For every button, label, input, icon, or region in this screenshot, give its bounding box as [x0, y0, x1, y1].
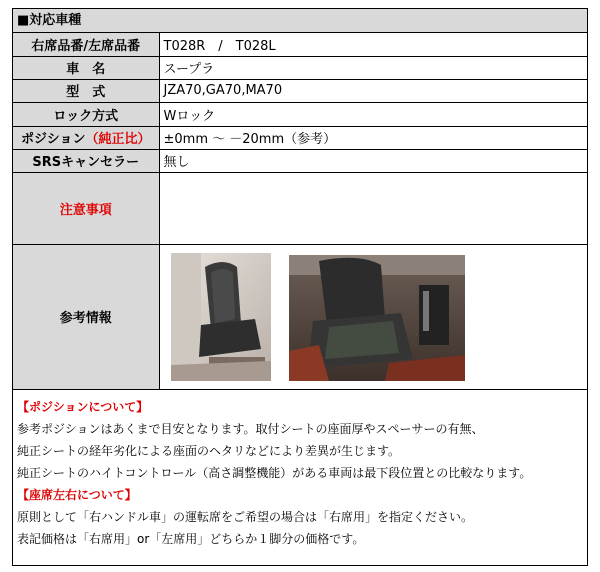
- position-note-line: 純正シートの経年劣化による座面のヘタリなどにより差異が生じます。: [17, 443, 401, 458]
- row-label-srs-canceller: SRSキャンセラー: [13, 149, 159, 172]
- table-row: [13, 56, 587, 79]
- seat-photo-front: [289, 255, 465, 381]
- position-label-main: ポジション: [21, 132, 86, 147]
- seat-side-note-line: 表記価格は「右席用」or「左席用」どちらか１脚分の価格です。: [17, 531, 365, 546]
- row-value-lock-type: Wロック: [159, 102, 587, 126]
- seat-side-notes-heading: 【座席左右について】: [17, 487, 137, 502]
- row-label-caution: 注意事項: [13, 172, 159, 244]
- table-row: [13, 149, 587, 172]
- spec-table: [13, 33, 587, 390]
- table-row: [13, 102, 587, 126]
- table-row: [13, 172, 587, 244]
- table-row: [13, 244, 587, 389]
- row-value-model: JZA70,GA70,MA70: [159, 79, 587, 102]
- row-value-position: ±0mm 〜 －20mm（参考）: [159, 126, 587, 149]
- row-label-position: [13, 126, 159, 149]
- position-note-line: 参考ポジションはあくまで目安となります。取付シートの座面厚やスペーサーの有無、: [17, 421, 484, 436]
- seat-side-note-line: 原則として「右ハンドル車」の運転席をご希望の場合は「右席用」を指定ください。: [17, 509, 474, 524]
- row-label-car-name: 車 名: [13, 56, 159, 79]
- table-row: [13, 33, 587, 56]
- row-value-car-name: スープラ: [159, 56, 587, 79]
- row-value-part-number: T028R / T028L: [159, 33, 587, 56]
- position-notes-heading: 【ポジションについて】: [17, 399, 149, 414]
- row-label-part-number: 右席品番/左席品番: [13, 33, 159, 56]
- table-row: [13, 79, 587, 102]
- row-label-model: 型 式: [13, 79, 159, 102]
- seat-photo-side: [171, 253, 271, 381]
- row-value-srs-canceller: 無し: [159, 149, 587, 172]
- vehicle-spec-sheet: [12, 8, 588, 566]
- row-label-lock-type: ロック方式: [13, 102, 159, 126]
- position-note-line: 純正シートのハイトコントロール（高さ調整機能）がある車両は最下段位置との比較なります。: [17, 465, 532, 480]
- section-title: ■対応車種: [13, 9, 587, 33]
- notes-section: [13, 390, 587, 550]
- position-label-note: （純正比）: [85, 132, 151, 147]
- reference-photos: [159, 244, 587, 389]
- row-value-caution: [159, 172, 587, 244]
- row-label-reference: 参考情報: [13, 244, 159, 389]
- table-row: [13, 126, 587, 149]
